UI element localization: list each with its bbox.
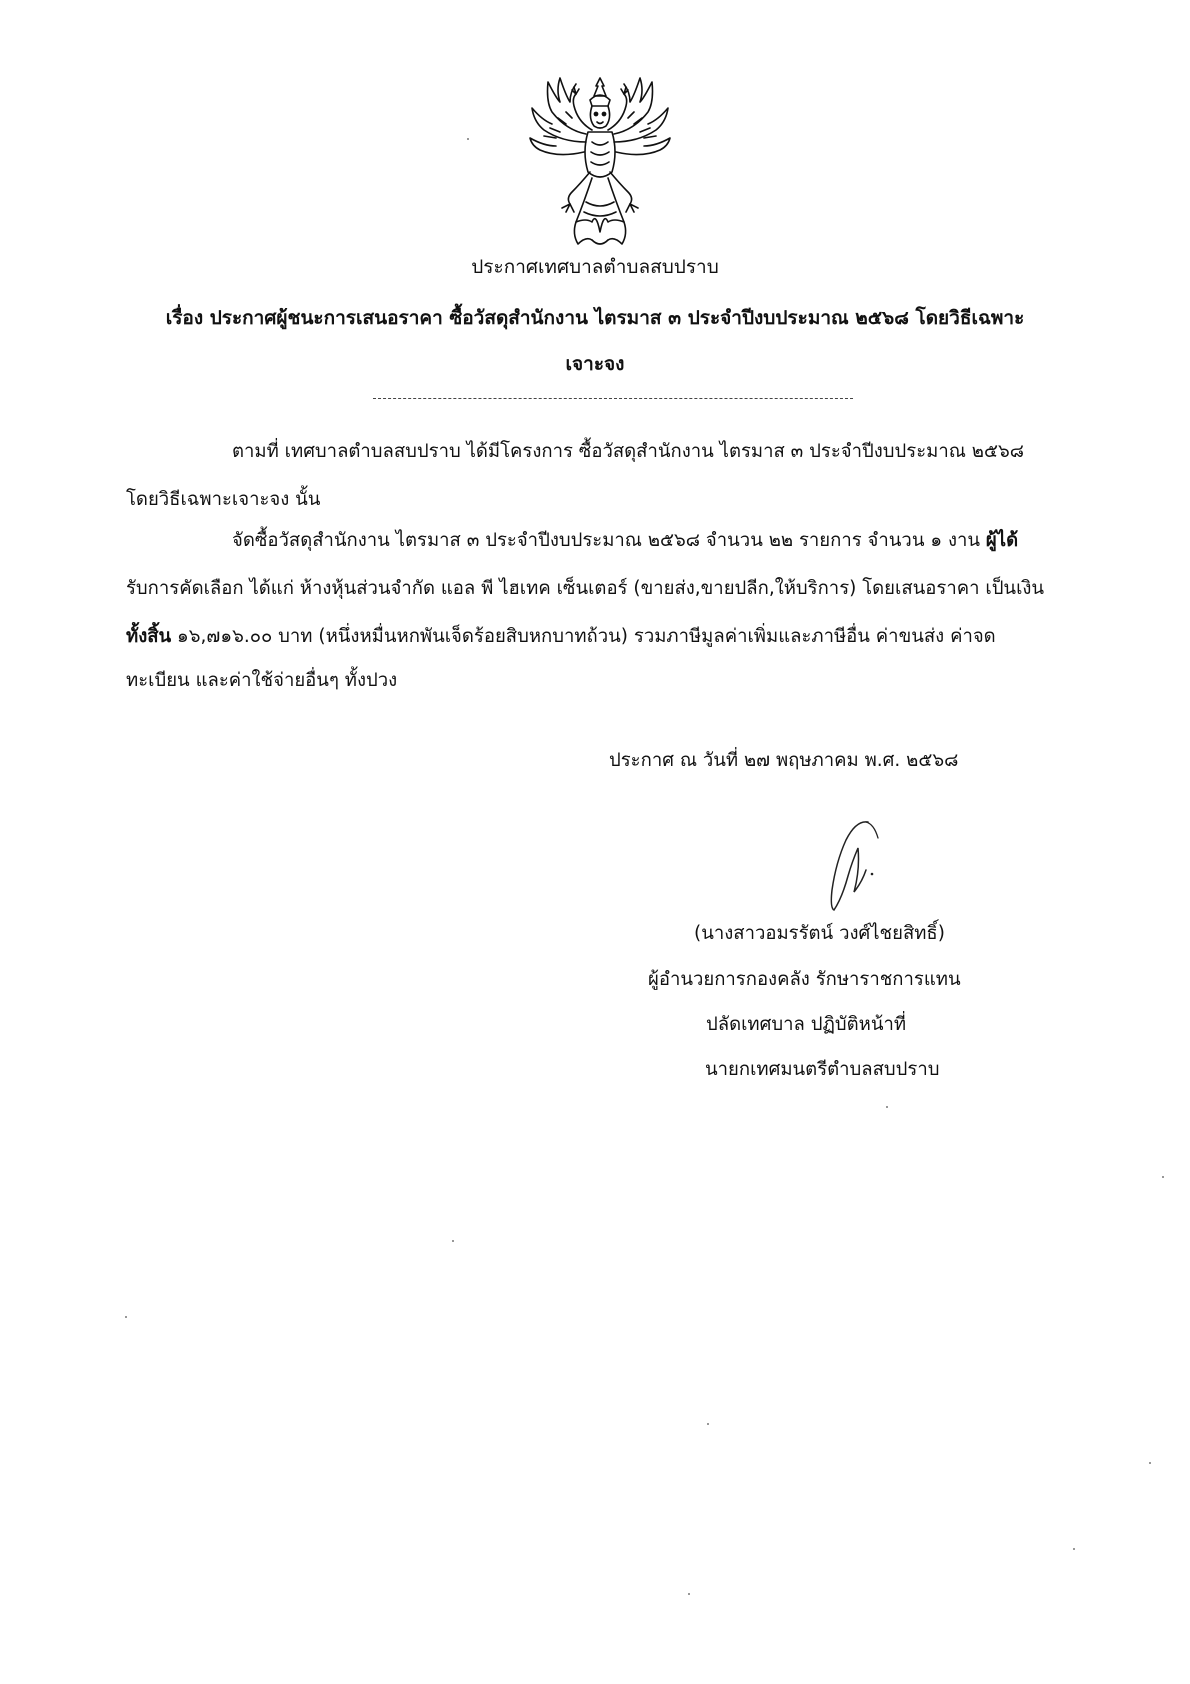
paragraph-2-line-3	[126, 623, 996, 651]
paragraph-2-line-2: รับการคัดเลือก ได้แก่ ห้างหุ้นส่วนจำกัด แอล พี ไฮเทค เซ็นเตอร์ (ขายส่ง,ขายปลีก,ให้บริการ) โดยเสนอราคา เป็นเงิน	[126, 578, 1045, 599]
signatory-position-3: นายกเทศมนตรีตำบลสบปราบ	[705, 1059, 940, 1080]
paragraph-1-line-1: ตามที่ เทศบาลตำบลสบปราบ ได้มีโครงการ ซื้อวัสดุสำนักงาน ไตรมาส ๓ ประจำปีงบประมาณ ๒๕๖๘	[232, 441, 1025, 462]
subject-line-continued: เจาะจง	[565, 353, 625, 375]
subject-line: เรื่อง ประกาศผู้ชนะการเสนอราคา ซื้อวัสดุสำนักงาน ไตรมาส ๓ ประจำปีงบประมาณ ๒๕๖๘ โดยวิธีเฉพาะ	[165, 307, 1025, 329]
signatory-name: (นางสาวอมรรัตน์ วงศ์ไชยสิทธิ์)	[694, 923, 945, 944]
signatory-position-2: ปลัดเทศบาล ปฏิบัติหน้าที่	[706, 1014, 907, 1035]
signatory-position-1: ผู้อำนวยการกองคลัง รักษาราชการแทน	[648, 969, 961, 990]
agency-title: ประกาศเทศบาลตำบลสบปราบ	[471, 256, 719, 278]
paragraph-2-line-1	[232, 527, 1018, 555]
paragraph-2-line-4: ทะเบียน และค่าใช้จ่ายอื่นๆ ทั้งปวง	[126, 670, 398, 691]
paragraph-1-line-2: โดยวิธีเฉพาะเจาะจง นั้น	[126, 489, 321, 510]
paragraph-2-line-1-text: จัดซื้อวัสดุสำนักงาน ไตรมาส ๓ ประจำปีงบประมาณ ๒๕๖๘ จำนวน ๒๒ รายการ จำนวน ๑ งาน	[232, 530, 986, 551]
paragraph-2-line-3-text: ๑๖,๗๑๖.๐๐ บาท (หนึ่งหมื่นหกพันเจ็ดร้อยสิบหกบาทถ้วน) รวมภาษีมูลค่าเพิ่มและภาษีอื่น ค่าขนส่ง ค่าจด	[171, 626, 996, 647]
garuda-emblem-icon	[526, 72, 674, 250]
paragraph-2-line-3-bold: ทั้งสิ้น	[126, 626, 172, 647]
announce-date: ประกาศ ณ วันที่ ๒๗ พฤษภาคม พ.ศ. ๒๕๖๘	[609, 750, 959, 771]
signature-icon	[812, 818, 892, 918]
divider	[373, 398, 853, 399]
paragraph-2-line-1-bold: ผู้ได้	[985, 530, 1019, 551]
